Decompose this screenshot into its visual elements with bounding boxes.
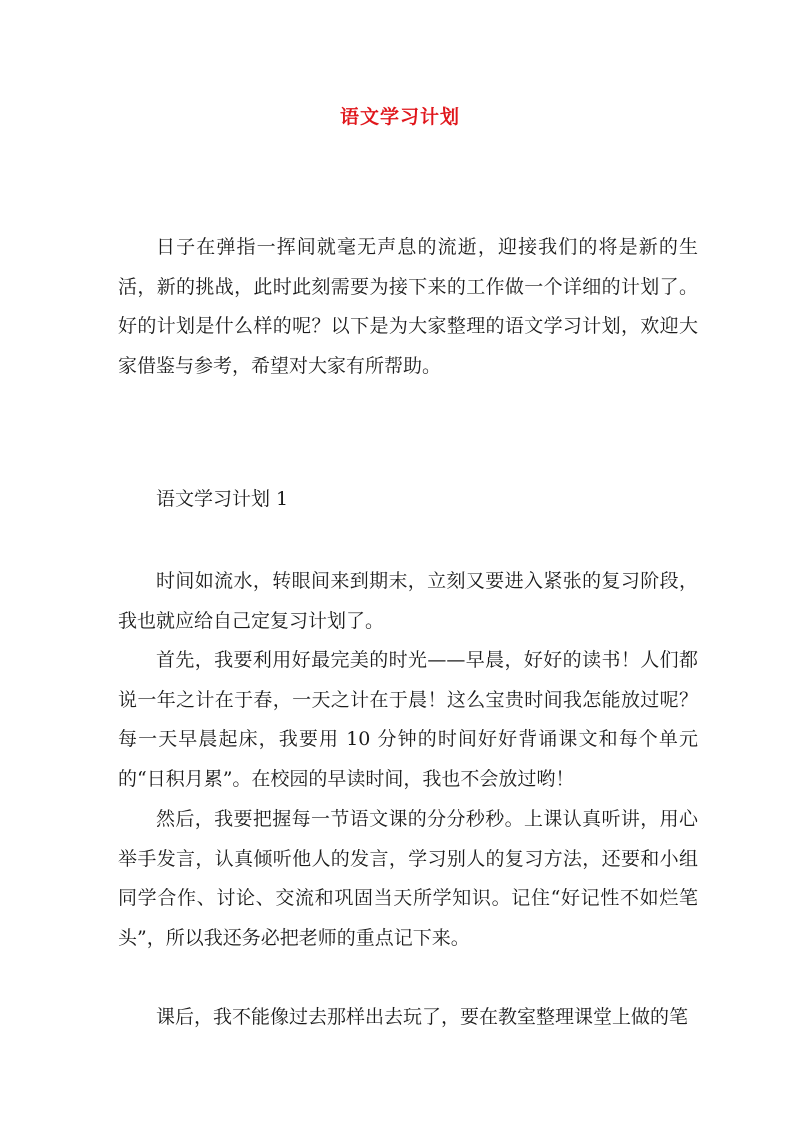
body-paragraph-1: 时间如流水，转眼间来到期末，立刻又要进入紧张的复习阶段，我也就应给自己定复习计划了。 <box>118 570 698 632</box>
body-paragraph-2: 首先，我要利用好最完美的时光——早晨，好好的读书！人们都说一年之计在于春，一天之计在于晨！这么宝贵时间我怎能放过呢？每一天早晨起床，我要用 10 分钟的时间好好背诵课文和每个单元的“日积月累”。在校园的早读时间，我也不会放过哟！ <box>118 649 698 790</box>
body-paragraph-3: 然后，我要把握每一节语文课的分分秒秒。上课认真听讲，用心举手发言，认真倾听他人的发言，学习别人的复习方法，还要和小组同学合作、讨论、交流和巩固当天所学知识。记住“好记性不如烂笔头”，所以我还务必把老师的重点记下来。 <box>118 808 698 949</box>
body-paragraph-4: 课后，我不能像过去那样出去玩了，要在教室整理课堂上做的笔 <box>156 1006 689 1028</box>
section-heading: 语文学习计划 1 <box>156 488 289 510</box>
document-title: 语文学习计划 <box>339 106 460 128</box>
intro-paragraph: 日子在弹指一挥间就毫无声息的流逝，迎接我们的将是新的生活，新的挑战，此时此刻需要为接下来的工作做一个详细的计划了。好的计划是什么样的呢？以下是为大家整理的语文学习计划，欢迎大家借鉴与参考，希望对大家有所帮助。 <box>118 236 698 377</box>
